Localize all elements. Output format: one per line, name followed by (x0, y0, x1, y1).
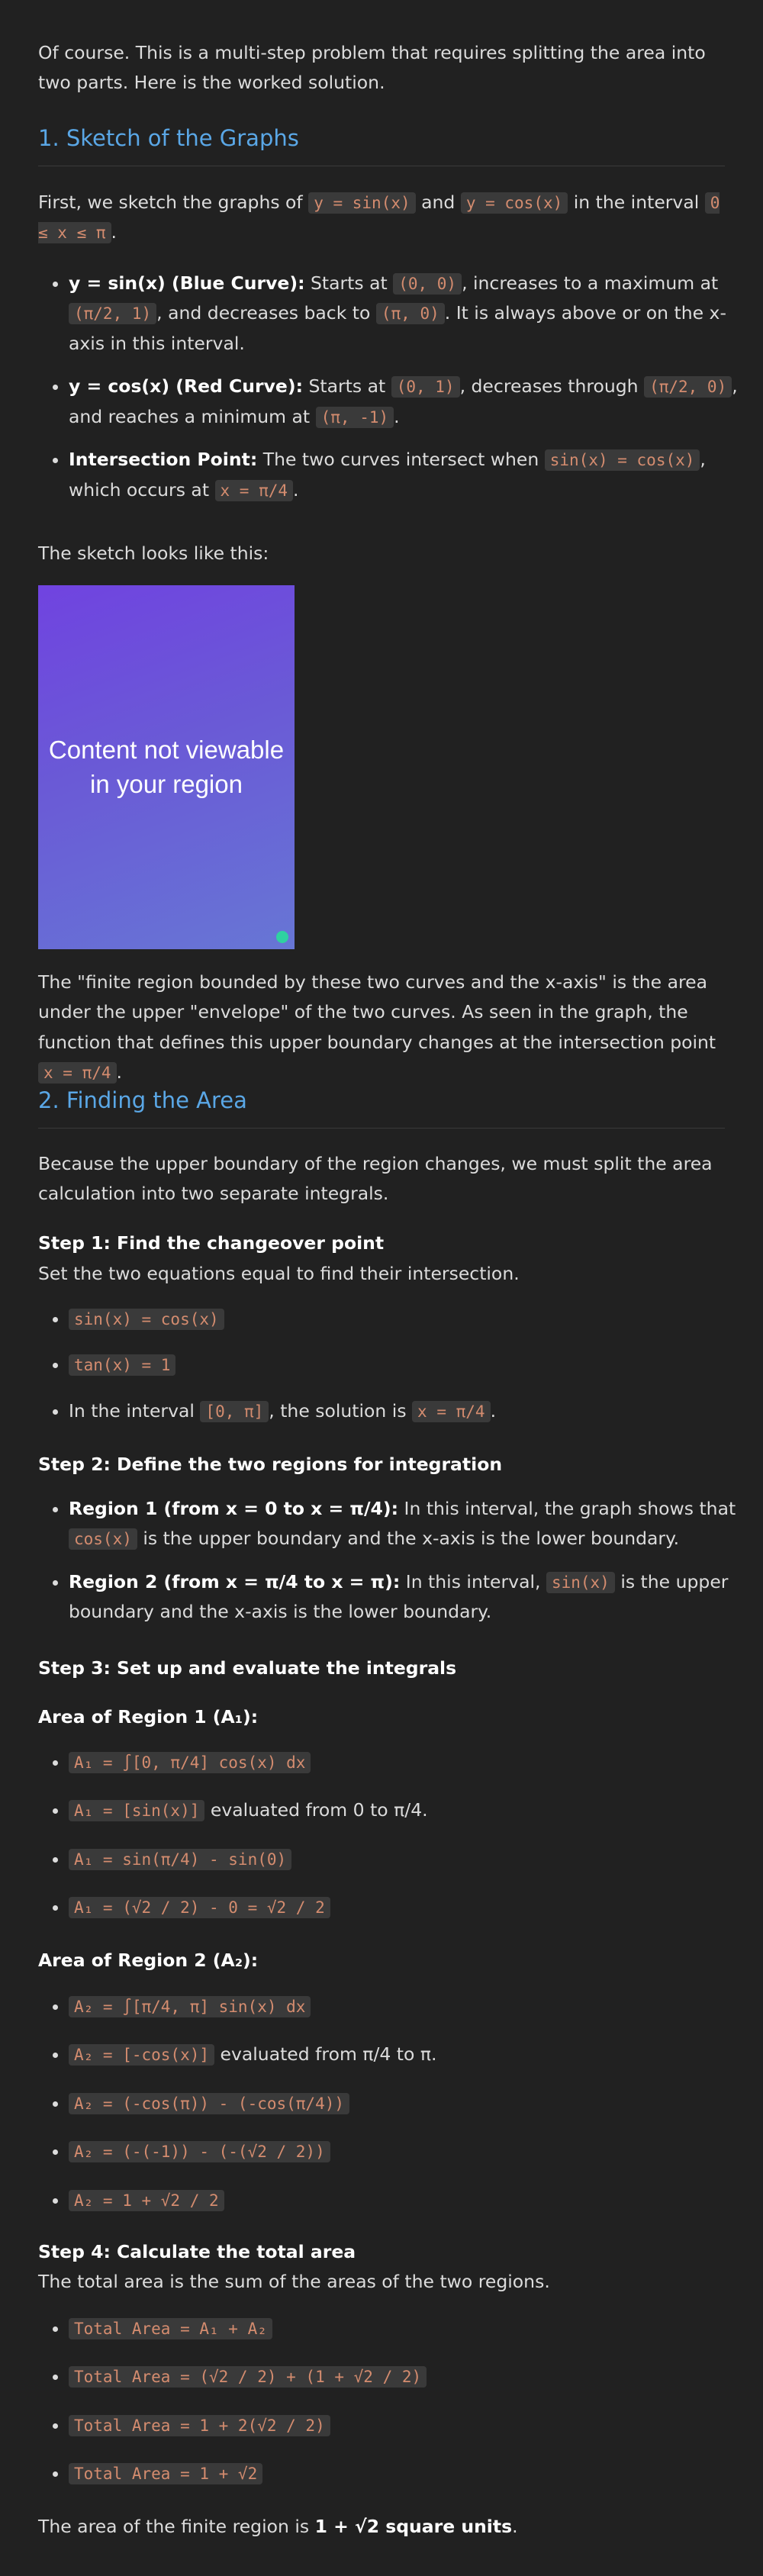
inline-code: A₂ = (-cos(π)) - (-cos(π/4)) (69, 2093, 349, 2114)
list-item (69, 1396, 755, 1426)
list-item (69, 2410, 755, 2440)
inline-code: A₁ = [sin(x)] (69, 1800, 204, 1821)
section-heading-sketch: 1. Sketch of the Graphs (38, 124, 725, 166)
inline-code: cos(x) (69, 1528, 137, 1550)
inline-code: sin(x) (546, 1572, 615, 1593)
bullet-label: y = cos(x) (Red Curve): (69, 375, 303, 398)
text-span: . (512, 2516, 518, 2537)
text-span: In the interval (69, 1399, 195, 1422)
list-item (69, 372, 755, 432)
inline-code: y = sin(x) (308, 192, 415, 214)
list-item (69, 2136, 755, 2166)
text-span: in the interval (573, 192, 700, 213)
text-span: The "finite region bounded by these two curves and the x-axis" is the area under the upper "envelope" of the two curves. As seen in the graph, the function that defines this upper boundary changes at the intersection point (38, 971, 716, 1053)
inline-code: A₁ = sin(π/4) - sin(0) (69, 1849, 291, 1870)
bullet-label: Intersection Point: (69, 449, 258, 471)
text-span: In this interval, the graph shows that (404, 1498, 736, 1519)
list-item (69, 1494, 755, 1554)
inline-code: (0, 0) (393, 273, 462, 295)
inline-code: Total Area = (√2 / 2) + (1 + √2 / 2) (69, 2366, 427, 2388)
bullet-label: Region 1 (from x = 0 to x = π/4): (69, 1498, 399, 1519)
list-item (69, 269, 755, 359)
inline-code: tan(x) = 1 (69, 1354, 175, 1376)
text-span: The two curves intersect when (262, 449, 539, 471)
badge-icon (276, 931, 288, 943)
area2-list (38, 1992, 755, 2215)
list-item (69, 1844, 755, 1874)
area-intro: Because the upper boundary of the region changes, we must split the area calculation into two separate integrals. (38, 1153, 713, 1205)
graph-description-list (38, 269, 755, 505)
intro-text (38, 38, 725, 98)
inline-code: Total Area = 1 + 2(√2 / 2) (69, 2415, 330, 2436)
step4-title: Step 4: Calculate the total area (38, 2241, 356, 2262)
text-span: First, we sketch the graphs of (38, 192, 303, 213)
inline-code: (π, 0) (376, 303, 445, 324)
text-span: , decreases through (459, 375, 639, 398)
text-span: and (421, 192, 456, 213)
list-item (69, 445, 755, 505)
text-span: . (490, 1399, 497, 1422)
inline-code: A₁ = ∫[0, π/4] cos(x) dx (69, 1752, 311, 1773)
bullet-label: Region 2 (from x = π/4 to x = π): (69, 1570, 401, 1592)
area1-title: Area of Region 1 (A₁): (38, 1706, 259, 1728)
text-span: . (116, 1061, 122, 1084)
text-span: , which occurs at (69, 449, 706, 501)
inline-code: sin(x) = cos(x) (69, 1309, 224, 1330)
text-span: Starts at (310, 272, 388, 294)
bullet-label: y = sin(x) (Blue Curve): (69, 272, 305, 294)
list-item (69, 1567, 755, 1628)
text-span: Starts at (308, 375, 386, 398)
area1-list (38, 1747, 755, 1923)
list-item (69, 1747, 755, 1777)
text-span: , the solution is (269, 1399, 407, 1422)
text-span: , and reaches a minimum at (69, 375, 738, 427)
inline-code: Total Area = 1 + √2 (69, 2463, 262, 2484)
list-item (69, 2458, 755, 2488)
inline-code: x = π/4 (38, 1062, 117, 1084)
sketch-caption: The sketch looks like this: (38, 543, 269, 564)
inline-code: A₂ = [-cos(x)] (69, 2044, 214, 2066)
list-item (69, 1992, 755, 2021)
inline-code: (π/2, 1) (69, 303, 156, 324)
step4-desc: The total area is the sum of the areas of the two regions. (38, 2271, 550, 2292)
text-span: , and decreases back to (156, 302, 371, 324)
step4-list (38, 2314, 755, 2489)
text-span: evaluated from π/4 to π. (220, 2043, 437, 2066)
text-span: . (394, 405, 400, 427)
region-explanation (38, 968, 725, 1088)
inline-code: 0 ≤ x ≤ π (38, 194, 720, 243)
list-item (69, 1350, 755, 1380)
text-span: In this interval, (405, 1570, 541, 1592)
text-span: evaluated from 0 to π/4. (210, 1799, 428, 1821)
inline-code: A₂ = (-(-1)) - (-(√2 / 2)) (69, 2141, 330, 2162)
list-item (69, 2362, 755, 2391)
inline-code: Total Area = A₁ + A₂ (69, 2318, 272, 2339)
final-answer-value: 1 + √2 square units (314, 2516, 513, 2537)
inline-code: A₁ = (√2 / 2) - 0 = √2 / 2 (69, 1897, 330, 1918)
text-span: , increases to a maximum at (462, 272, 719, 294)
text-span: The area of the finite region is (38, 2516, 310, 2537)
text-span: . (111, 221, 117, 243)
list-item (69, 2040, 755, 2069)
image-blocked-text: Content not viewable in your region (48, 735, 285, 798)
inline-code: (π/2, 0) (644, 376, 732, 398)
inline-code: y = cos(x) (461, 192, 568, 214)
inline-code: (π, -1) (316, 407, 394, 428)
step1-desc: Set the two equations equal to find their intersection. (38, 1263, 520, 1284)
inline-code: x = π/4 (412, 1401, 491, 1422)
text-span: . It is always above or on the x-axis in this interval. (69, 302, 726, 354)
list-item (69, 2088, 755, 2118)
list-item (69, 1892, 755, 1922)
text-span: is the upper boundary and the x-axis is the lower boundary. (69, 1570, 729, 1623)
list-item (69, 2185, 755, 2215)
inline-code: A₂ = 1 + √2 / 2 (69, 2190, 224, 2211)
list-item (69, 2314, 755, 2343)
section-heading-area: 2. Finding the Area (38, 1087, 725, 1129)
step2-title: Step 2: Define the two regions for integration (38, 1454, 503, 1475)
step1-title: Step 1: Find the changeover point (38, 1232, 385, 1254)
inline-code: x = π/4 (215, 480, 294, 501)
list-item (69, 1795, 755, 1825)
step3-title: Step 3: Set up and evaluate the integrals (38, 1657, 457, 1679)
intro-sentence: Of course. This is a multi-step problem that requires splitting the area into two parts. Here is the worked solution. (38, 42, 706, 94)
sketch-image-placeholder (38, 585, 295, 949)
final-answer (38, 2512, 725, 2542)
step2-list (38, 1494, 755, 1628)
inline-code: (0, 1) (391, 376, 460, 398)
sketch-intro-paragraph (38, 188, 725, 248)
inline-code: A₂ = ∫[π/4, π] sin(x) dx (69, 1996, 311, 2017)
list-item (69, 1304, 755, 1334)
inline-code: [0, π] (200, 1401, 269, 1422)
text-span: is the upper boundary and the x-axis is the lower boundary. (143, 1528, 680, 1550)
area2-title: Area of Region 2 (A₂): (38, 1950, 259, 1971)
inline-code: sin(x) = cos(x) (545, 449, 700, 471)
step1-list (38, 1304, 755, 1426)
text-span: . (293, 478, 299, 501)
